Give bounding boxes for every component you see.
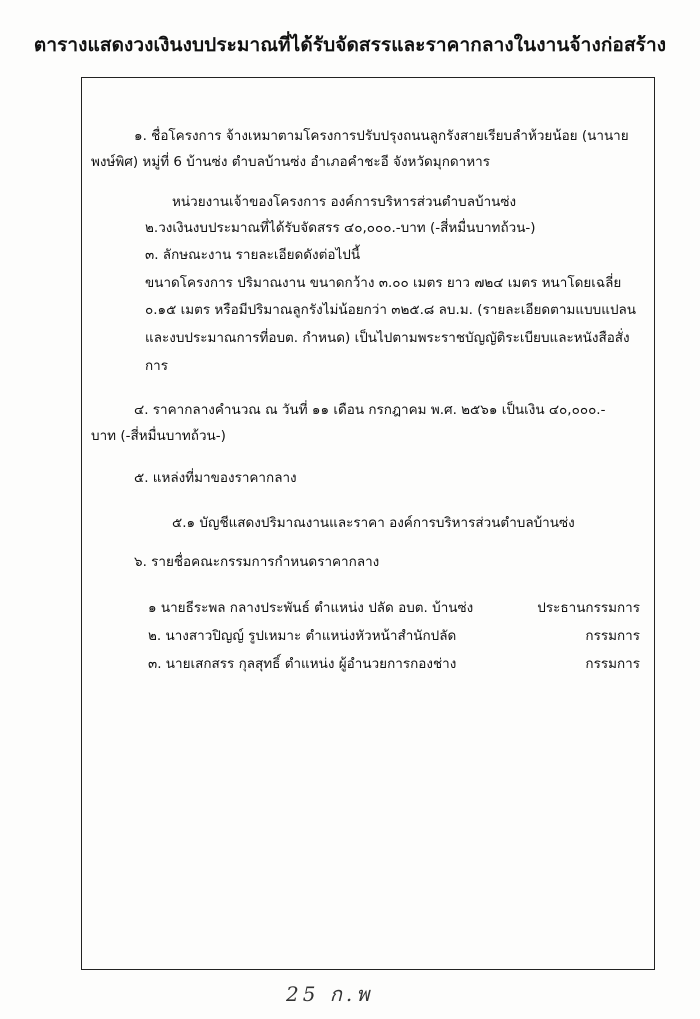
committee-member-3-role: กรรมการ: [585, 656, 640, 672]
price-source-item: ๕.๑ บัญชีแสดงปริมาณงานและราคา องค์การบริหารส่วนตำบลบ้านซ่ง: [172, 515, 575, 531]
median-price-line-1: ๔. ราคากลางคำนวณ ณ วันที่ ๑๑ เดือน กรกฎาคม พ.ศ. ๒๕๖๑ เป็นเงิน ๔๐,๐๐๐.-: [134, 402, 606, 418]
committee-member-3-name: ๓. นายเสกสรร กุลสุทธิ์ ตำแหน่ง ผู้อำนวยการกองช่าง: [148, 656, 457, 672]
project-agency: หน่วยงานเจ้าของโครงการ องค์การบริหารส่วนตำบลบ้านซ่ง: [172, 194, 517, 210]
work-description-line-2: ๐.๑๕ เมตร หรือมีปริมาณลูกรังไม่น้อยกว่า ๓๒๕.๘ ลบ.ม. (รายละเอียดตามแบบแปลน: [145, 302, 637, 318]
committee-member-2-role: กรรมการ: [585, 628, 640, 644]
project-name-line-1: ๑. ชื่อโครงการ จ้างเหมาตามโครงการปรับปรุงถนนลูกรังสายเรียบลำห้วยน้อย (นานาย: [134, 128, 629, 144]
handwritten-note: 25 ก.พ: [286, 982, 374, 1006]
project-name-line-2: พงษ์พิศ) หมู่ที่ 6 บ้านซ่ง ตำบลบ้านซ่ง อำเภอคำชะอี จังหวัดมุกดาหาร: [91, 154, 490, 170]
committee-member-1-name: ๑ นายธีระพล กลางประพันธ์ ตำแหน่ง ปลัด อบต. บ้านซ่ง: [148, 600, 474, 616]
committee-member-2-name: ๒. นางสาวปิญญ์ รูปเหมาะ ตำแหน่งหัวหน้าสำนักปลัด: [148, 628, 457, 644]
work-description-heading: ๓. ลักษณะงาน รายละเอียดดังต่อไปนี้: [145, 247, 361, 263]
work-description-line-1: ขนาดโครงการ ปริมาณงาน ขนาดกว้าง ๓.๐๐ เมตร ยาว ๗๒๔ เมตร หนาโดยเฉลี่ย: [145, 275, 622, 291]
budget-allocated: ๒.วงเงินงบประมาณที่ได้รับจัดสรร ๔๐,๐๐๐.-บาท (-สี่หมื่นบาทถ้วน-): [145, 220, 536, 236]
committee-heading: ๖. รายชื่อคณะกรรมการกำหนดราคากลาง: [134, 554, 380, 570]
work-description-line-3: และงบประมาณการที่อบต. กำหนด) เป็นไปตามพระราชบัญญัติระเบียบและหนังสือสั่ง: [145, 330, 630, 346]
committee-member-1-role: ประธานกรรมการ: [537, 600, 640, 616]
price-source-heading: ๕. แหล่งที่มาของราคากลาง: [134, 470, 297, 486]
page-title: ตารางแสดงวงเงินงบประมาณที่ได้รับจัดสรรและราคากลางในงานจ้างก่อสร้าง: [33, 34, 667, 56]
median-price-line-2: บาท (-สี่หมื่นบาทถ้วน-): [91, 428, 226, 444]
work-description-line-4: การ: [145, 358, 169, 374]
